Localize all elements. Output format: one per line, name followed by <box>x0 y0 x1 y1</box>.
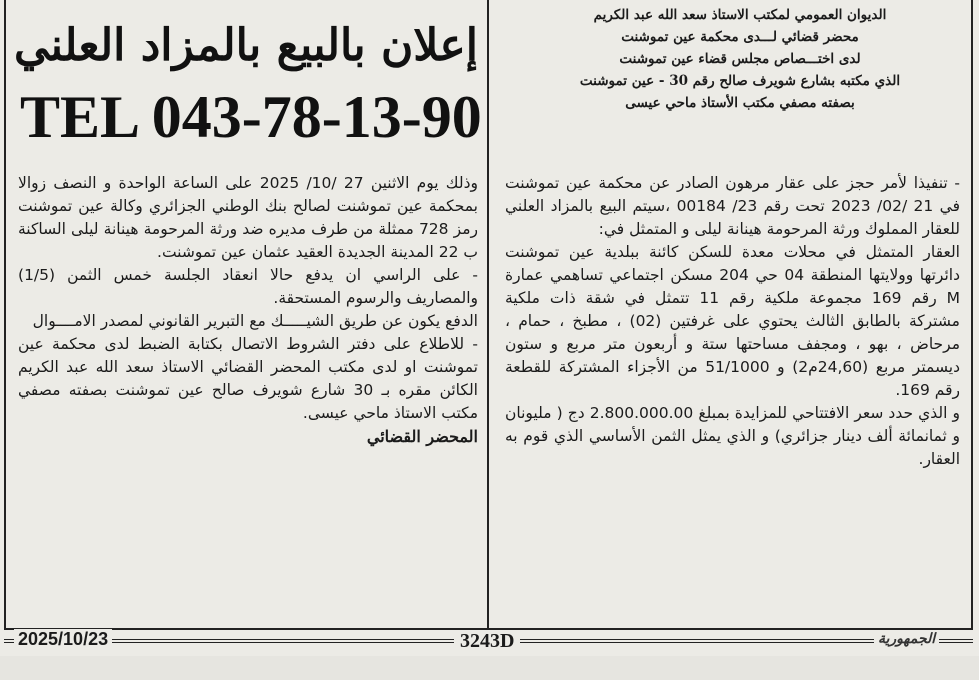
paragraph: - للاطلاع على دفتر الشروط الاتصال بكتابة الضبط لدى محكمة عين تموشنت او لدى مكتب المحضر القضائي الاستاذ سعد الله عبد الكريم الكائن مقره بـ 30 شارع شويرف صالح عين تموشنت بصفته مصفي مكتب الاستاذ ماحي عيسى. <box>18 335 478 422</box>
paragraph: العقار المتمثل في محلات معدة للسكن كائنة ببلدية عين تموشنت دائرتها وولايتها المنطقة 04 حي 204 مسكن اجتماعي تساهمي عمارة M رقم 169 مجموعة ملكية رقم 11 تتمثل في شقة ذات ملكية مشتركة بالطابق الثالث يحتوي على غرفتين (02) ، مطبخ ، حمام ، مرحاض ، بهو ، ومجفف مساحتها ستة و أربعون متر مربع و ستون ديسمتر مربع (24,60م2) و 51/1000 من الأجزاء المشتركة للقطعة رقم 169. <box>505 243 960 399</box>
column-divider <box>487 0 489 630</box>
paragraph: - على الراسي ان يدفع حالا انعقاد الجلسة خمس الثمن (1/5) والمصاريف والرسوم المستحقة. <box>18 266 478 307</box>
office-line: لدى اختـــصاص مجلس قضاء عين تموشنت <box>619 51 861 67</box>
office-line: الديوان العمومي لمكتب الاستاذ سعد الله عبد الكريم <box>593 7 887 23</box>
publication-date: 2025/10/23 <box>14 629 112 650</box>
page-footer <box>4 628 973 654</box>
page-bleed <box>0 656 979 680</box>
paragraph: - تنفيذا لأمر حجز على عقار مرهون الصادر عن محكمة عين تموشنت في 21 /02/ 2023 تحت رقم 23/ 00184 ،سيتم البيع بالمزاد العلني للعقار المملوك ورثة المرحومة هينانة ليلى و المتمثل في: <box>505 174 960 238</box>
right-column <box>505 172 960 471</box>
ad-code: 3243D <box>454 630 520 653</box>
office-line: بصفته مصفي مكتب الأستاذ ماحي عيسى <box>625 95 855 111</box>
paragraph: وذلك يوم الاثنين 27 /10/ 2025 على الساعة الواحدة و النصف زوالا بمحكمة عين تموشنت لصالح بنك الوطني الجزائري وكالة عين تموشنت رمز 728 ممثلة من طرف مديره ضد ورثة المرحومة هينانة ليلى الساكنة ب 22 المدينة الجديدة العقيد عثمان عين تموشنت. <box>18 174 478 261</box>
left-column <box>18 172 478 448</box>
office-line: محضر قضائي لـــدى محكمة عين تموشنت <box>621 29 859 45</box>
paragraph: و الذي حدد سعر الافتتاحي للمزايدة بمبلغ 2.800.000.00 دج ( مليونان و ثمانمائة ألف دينار جزائري) و الذي يمثل الثمن الأساسي الذي قوم به العقار. <box>505 404 960 468</box>
office-line: الذي مكتبه بشارع شويرف صالح رقم 30 - عين تموشنت <box>579 73 901 89</box>
newspaper-logo: الجمهورية <box>874 631 939 647</box>
paragraph: الدفع يكون عن طريق الشيـــــك مع التبرير القانوني لمصدر الامــــوال <box>32 312 478 330</box>
auction-title: إعلان بالبيع بالمزاد العلني <box>14 20 478 71</box>
signature: المحضر القضائي <box>366 427 478 446</box>
office-header <box>515 4 965 114</box>
phone-number: TEL 043-78-13-90 <box>20 84 482 150</box>
